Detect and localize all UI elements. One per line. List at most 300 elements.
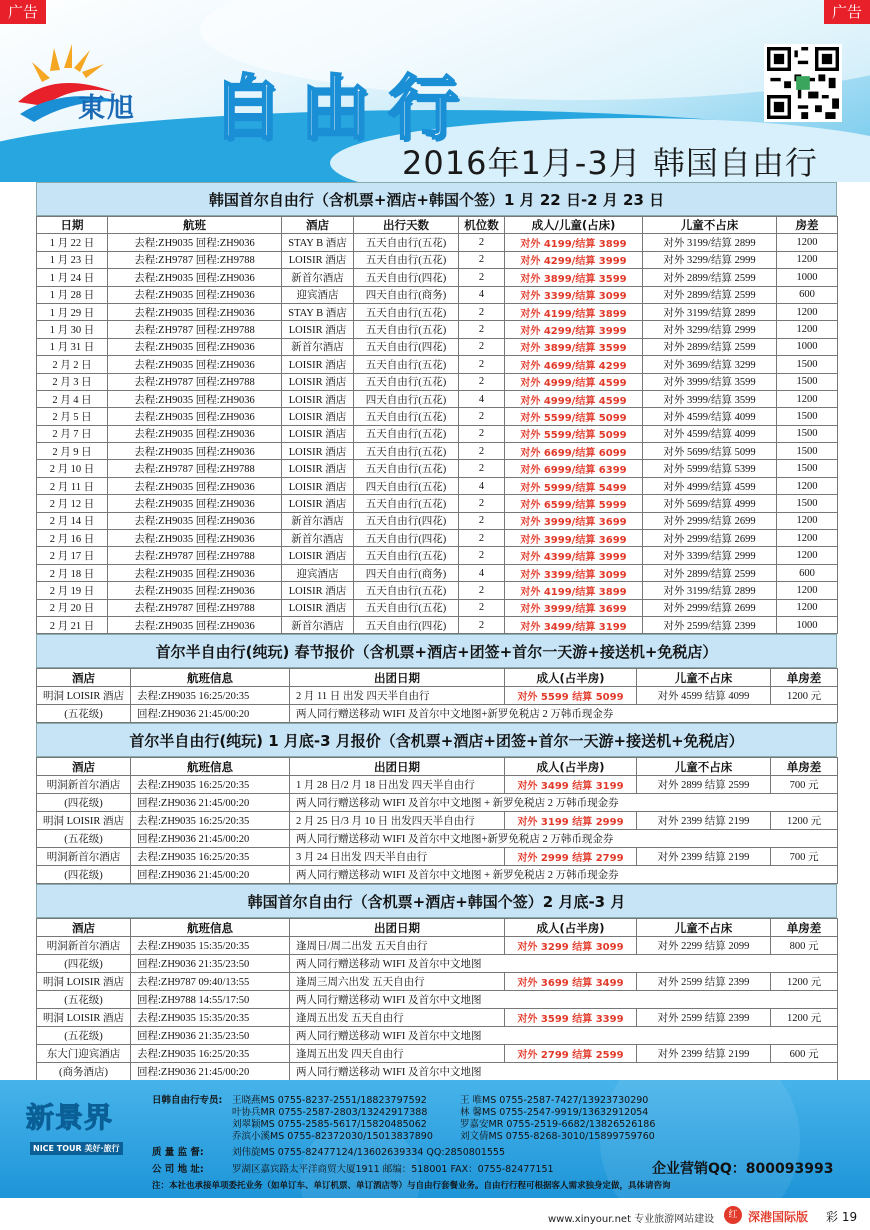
column-header: 房差 — [777, 217, 838, 234]
child-price-cell: 对外 2299 结算 2099 — [637, 937, 771, 955]
qr-code-icon — [764, 44, 842, 122]
seats-cell: 2 — [459, 251, 505, 268]
flight-cell: 去程:ZH9035 回程:ZH9036 — [108, 495, 282, 512]
adult-price-cell: 对外 5599/结算 5099 — [505, 408, 643, 425]
price-table-2 — [36, 668, 838, 723]
date-cell: 2 月 5 日 — [37, 408, 108, 425]
column-header: 机位数 — [459, 217, 505, 234]
adult-price-cell: 对外 4199/结算 3899 — [505, 234, 643, 251]
seats-cell: 2 — [459, 599, 505, 616]
column-header: 儿童不占床 — [637, 669, 771, 687]
header-banner — [0, 0, 870, 182]
table-row — [37, 794, 838, 812]
column-header: 酒店 — [282, 217, 354, 234]
adult-price-cell: 对外 2999 结算 2799 — [505, 848, 637, 866]
flight-cell: 去程:ZH9035 回程:ZH9036 — [108, 530, 282, 547]
hotel-grade-cell: (五花级) — [37, 991, 131, 1009]
hotel-grade-cell: (商务酒店) — [37, 1063, 131, 1081]
hotel-cell: LOISIR 酒店 — [282, 321, 354, 338]
column-header: 单房差 — [771, 758, 838, 776]
footer-note: 注：本社也承接单项委托业务（如单订车、单订机票、单订酒店等）与自由行套餐业务。自由行行程可根据客人需求独身定做，具体请咨询 — [152, 1181, 671, 1191]
child-price-cell: 对外 2899/结算 2599 — [643, 286, 777, 303]
contact-right: 罗嘉安MR 0755-2519-6682/13826526186 — [460, 1119, 656, 1130]
table-row — [37, 687, 838, 705]
column-header: 儿童不占床 — [637, 758, 771, 776]
adult-price-cell: 对外 3499/结算 3199 — [505, 616, 643, 633]
flight-cell: 回程:ZH9036 21:45/00:20 — [131, 705, 290, 723]
adult-price-cell: 对外 3999/结算 3699 — [505, 512, 643, 529]
single-room-cell: 1200 元 — [771, 973, 838, 991]
room-diff-cell: 1500 — [777, 460, 838, 477]
hotel-grade-cell: (四花级) — [37, 794, 131, 812]
adult-price-cell: 对外 5999/结算 5499 — [505, 477, 643, 494]
date-cell: 2 月 14 日 — [37, 512, 108, 529]
room-diff-cell: 1200 — [777, 251, 838, 268]
nice-tour-logo-tagline: NICE TOUR 美好·旅行 — [30, 1142, 123, 1155]
child-price-cell: 对外 3199/结算 2899 — [643, 234, 777, 251]
child-price-cell: 对外 2999/结算 2699 — [643, 530, 777, 547]
adult-price-cell: 对外 3899/结算 3599 — [505, 338, 643, 355]
column-header: 出团日期 — [290, 919, 505, 937]
child-price-cell: 对外 4599/结算 4099 — [643, 425, 777, 442]
date-cell: 2 月 11 日 出发 四天半自由行 — [290, 687, 505, 705]
date-cell: 1 月 24 日 — [37, 269, 108, 286]
seats-cell: 2 — [459, 443, 505, 460]
seats-cell: 2 — [459, 269, 505, 286]
hotel-cell: STAY B 酒店 — [282, 303, 354, 320]
child-price-cell: 对外 2899/结算 2599 — [643, 269, 777, 286]
hotel-cell: STAY B 酒店 — [282, 234, 354, 251]
room-diff-cell: 1500 — [777, 356, 838, 373]
edition-badge-icon: 红 — [724, 1206, 742, 1224]
single-room-cell: 1200 元 — [771, 812, 838, 830]
room-diff-cell: 1500 — [777, 425, 838, 442]
table-row — [37, 991, 838, 1009]
child-price-cell: 对外 2399 结算 2199 — [637, 812, 771, 830]
hotel-grade-cell: (五花级) — [37, 705, 131, 723]
hotel-grade-cell: (四花级) — [37, 955, 131, 973]
child-price-cell: 对外 2599 结算 2399 — [637, 973, 771, 991]
date-cell: 逢周五出发 五天自由行 — [290, 1009, 505, 1027]
duration-cell: 五天自由行(四花) — [354, 338, 459, 355]
table-row — [37, 599, 838, 616]
flight-cell: 去程:ZH9035 回程:ZH9036 — [108, 443, 282, 460]
adult-price-cell: 对外 3299 结算 3099 — [505, 937, 637, 955]
price-table-3 — [36, 757, 838, 884]
table-row — [37, 1063, 838, 1081]
table-row — [37, 530, 838, 547]
flight-cell: 回程:ZH9036 21:45/00:20 — [131, 830, 290, 848]
column-header: 出团日期 — [290, 669, 505, 687]
hotel-cell: LOISIR 酒店 — [282, 251, 354, 268]
room-diff-cell: 1000 — [777, 269, 838, 286]
child-price-cell: 对外 3999/结算 3599 — [643, 390, 777, 407]
flight-cell: 回程:ZH9036 21:45/00:20 — [131, 866, 290, 884]
date-cell: 2 月 21 日 — [37, 616, 108, 633]
date-cell: 2 月 12 日 — [37, 495, 108, 512]
child-price-cell: 对外 2399 结算 2199 — [637, 848, 771, 866]
room-diff-cell: 1200 — [777, 390, 838, 407]
flight-cell: 去程:ZH9787 回程:ZH9788 — [108, 599, 282, 616]
child-price-cell: 对外 4599/结算 4099 — [643, 408, 777, 425]
flight-cell: 去程:ZH9035 16:25/20:35 — [131, 848, 290, 866]
gift-note-cell: 两人同行赠送移动 WIFI 及首尔中文地图+新罗免税店 2 万韩币现金券 — [290, 705, 838, 723]
date-cell: 2 月 19 日 — [37, 582, 108, 599]
table-row — [37, 866, 838, 884]
date-cell: 1 月 29 日 — [37, 303, 108, 320]
table-row — [37, 356, 838, 373]
hotel-cell: LOISIR 酒店 — [282, 443, 354, 460]
date-cell: 2 月 9 日 — [37, 443, 108, 460]
date-cell: 3 月 24 日出发 四天半自由行 — [290, 848, 505, 866]
adult-price-cell: 对外 3899/结算 3599 — [505, 269, 643, 286]
flight-cell: 回程:ZH9036 21:35/23:50 — [131, 1027, 290, 1045]
room-diff-cell: 1200 — [777, 582, 838, 599]
column-header: 出行天数 — [354, 217, 459, 234]
table-row — [37, 234, 838, 251]
seats-cell: 2 — [459, 495, 505, 512]
duration-cell: 四天自由行(商务) — [354, 286, 459, 303]
date-cell: 1 月 28 日 — [37, 286, 108, 303]
website-link[interactable]: www.xinyour.net 专业旅游网站建设 — [548, 1214, 715, 1225]
adult-price-cell: 对外 3999/结算 3699 — [505, 530, 643, 547]
duration-cell: 五天自由行(四花) — [354, 512, 459, 529]
table-row — [37, 937, 838, 955]
child-price-cell: 对外 3199/结算 2899 — [643, 303, 777, 320]
date-cell: 2 月 18 日 — [37, 564, 108, 581]
date-cell: 逢周日/周二出发 五天自由行 — [290, 937, 505, 955]
adult-price-cell: 对外 2799 结算 2599 — [505, 1045, 637, 1063]
column-header: 成人(占半房) — [505, 919, 637, 937]
hotel-cell: 明洞 LOISIR 酒店 — [37, 973, 131, 991]
child-price-cell: 对外 2899/结算 2599 — [643, 564, 777, 581]
room-diff-cell: 1200 — [777, 599, 838, 616]
table-row — [37, 616, 838, 633]
room-diff-cell: 1200 — [777, 547, 838, 564]
single-room-cell: 700 元 — [771, 848, 838, 866]
child-price-cell: 对外 3199/结算 2899 — [643, 582, 777, 599]
contact-right: 王 唯MS 0755-2587-7427/13923730290 — [460, 1095, 649, 1106]
child-price-cell: 对外 5699/结算 4999 — [643, 495, 777, 512]
table-row — [37, 830, 838, 848]
hotel-cell: 明洞新首尔酒店 — [37, 776, 131, 794]
table-row — [37, 251, 838, 268]
table-row — [37, 495, 838, 512]
date-cell: 逢周五出发 四天自由行 — [290, 1045, 505, 1063]
date-cell: 2 月 16 日 — [37, 530, 108, 547]
flight-cell: 去程:ZH9035 回程:ZH9036 — [108, 564, 282, 581]
date-cell: 1 月 30 日 — [37, 321, 108, 338]
duration-cell: 五天自由行(五花) — [354, 443, 459, 460]
hotel-cell: LOISIR 酒店 — [282, 408, 354, 425]
column-header: 单房差 — [771, 669, 838, 687]
flight-cell: 去程:ZH9787 回程:ZH9788 — [108, 321, 282, 338]
seats-cell: 2 — [459, 356, 505, 373]
room-diff-cell: 600 — [777, 286, 838, 303]
flight-cell: 去程:ZH9035 15:35/20:35 — [131, 1009, 290, 1027]
duration-cell: 五天自由行(四花) — [354, 530, 459, 547]
adult-price-cell: 对外 5599 结算 5099 — [505, 687, 637, 705]
seats-cell: 2 — [459, 547, 505, 564]
adult-price-cell: 对外 4999/结算 4599 — [505, 373, 643, 390]
flight-cell: 回程:ZH9036 21:45/00:20 — [131, 794, 290, 812]
adult-price-cell: 对外 4299/结算 3999 — [505, 251, 643, 268]
hotel-cell: LOISIR 酒店 — [282, 495, 354, 512]
contact-right: 林 馨MS 0755-2547-9919/13632912054 — [460, 1107, 649, 1118]
adult-price-cell: 对外 6599/结算 5999 — [505, 495, 643, 512]
hotel-cell: LOISIR 酒店 — [282, 582, 354, 599]
single-room-cell: 600 元 — [771, 1045, 838, 1063]
hotel-cell: 东大门迎宾酒店 — [37, 1045, 131, 1063]
section-title-4: 韩国首尔自由行（含机票+酒店+韩国个签）2 月底-3 月 — [36, 884, 837, 918]
table-row — [37, 705, 838, 723]
adult-price-cell: 对外 6999/结算 6399 — [505, 460, 643, 477]
column-header: 出团日期 — [290, 758, 505, 776]
hotel-cell: 新首尔酒店 — [282, 512, 354, 529]
hotel-cell: 明洞 LOISIR 酒店 — [37, 812, 131, 830]
date-cell: 1 月 22 日 — [37, 234, 108, 251]
table-row — [37, 547, 838, 564]
flight-cell: 去程:ZH9035 回程:ZH9036 — [108, 408, 282, 425]
gift-note-cell: 两人同行赠送移动 WIFI 及首尔中文地图+新罗免税店 2 万韩币现金券 — [290, 830, 838, 848]
single-room-cell: 800 元 — [771, 937, 838, 955]
hotel-cell: LOISIR 酒店 — [282, 599, 354, 616]
seats-cell: 2 — [459, 321, 505, 338]
gift-note-cell: 两人同行赠送移动 WIFI 及首尔中文地图 — [290, 1027, 838, 1045]
column-header: 航班信息 — [131, 758, 290, 776]
section-title-2: 首尔半自由行(纯玩) 春节报价（含机票+酒店+团签+首尔一天游+接送机+免税店） — [36, 634, 837, 668]
date-cell: 1 月 31 日 — [37, 338, 108, 355]
contact-left: 王晓燕MS 0755-8237-2551/18823797592 — [232, 1095, 427, 1106]
child-price-cell: 对外 3399/结算 2999 — [643, 547, 777, 564]
seats-cell: 2 — [459, 616, 505, 633]
hotel-grade-cell: (四花级) — [37, 866, 131, 884]
hotel-cell: LOISIR 酒店 — [282, 425, 354, 442]
table-row — [37, 973, 838, 991]
contact-left: 叶协兵MR 0755-2587-2803/13242917388 — [232, 1107, 428, 1118]
table-row — [37, 512, 838, 529]
supervisor-info: 刘伟旋MS 0755-82477124/13602639334 QQ:2850801555 — [232, 1147, 506, 1158]
date-cell: 2 月 10 日 — [37, 460, 108, 477]
flight-cell: 去程:ZH9035 15:35/20:35 — [131, 937, 290, 955]
duration-cell: 五天自由行(五花) — [354, 251, 459, 268]
table-row — [37, 286, 838, 303]
hotel-cell: LOISIR 酒店 — [282, 460, 354, 477]
room-diff-cell: 1000 — [777, 338, 838, 355]
child-price-cell: 对外 2999/结算 2699 — [643, 599, 777, 616]
flight-cell: 去程:ZH9787 回程:ZH9788 — [108, 460, 282, 477]
duration-cell: 四天自由行(商务) — [354, 564, 459, 581]
duration-cell: 五天自由行(五花) — [354, 495, 459, 512]
seats-cell: 2 — [459, 303, 505, 320]
child-price-cell: 对外 2899 结算 2599 — [637, 776, 771, 794]
hotel-grade-cell: (五花级) — [37, 830, 131, 848]
adult-price-cell: 对外 5599/结算 5099 — [505, 425, 643, 442]
table-row — [37, 776, 838, 794]
hotel-cell: LOISIR 酒店 — [282, 390, 354, 407]
table-row — [37, 408, 838, 425]
seats-cell: 4 — [459, 286, 505, 303]
adult-price-cell: 对外 3499 结算 3199 — [505, 776, 637, 794]
flight-cell: 去程:ZH9035 回程:ZH9036 — [108, 390, 282, 407]
flight-cell: 去程:ZH9787 回程:ZH9788 — [108, 251, 282, 268]
seats-cell: 2 — [459, 460, 505, 477]
table-row — [37, 564, 838, 581]
duration-cell: 五天自由行(五花) — [354, 373, 459, 390]
date-cell: 2 月 20 日 — [37, 599, 108, 616]
table-row — [37, 303, 838, 320]
flight-cell: 回程:ZH9788 14:55/17:50 — [131, 991, 290, 1009]
duration-cell: 五天自由行(五花) — [354, 303, 459, 320]
seats-cell: 2 — [459, 408, 505, 425]
gift-note-cell: 两人同行赠送移动 WIFI 及首尔中文地图 — [290, 991, 838, 1009]
flight-cell: 回程:ZH9036 21:35/23:50 — [131, 955, 290, 973]
column-header: 儿童不占床 — [643, 217, 777, 234]
seats-cell: 2 — [459, 373, 505, 390]
flight-cell: 去程:ZH9035 回程:ZH9036 — [108, 356, 282, 373]
gift-note-cell: 两人同行赠送移动 WIFI 及首尔中文地图 + 新罗免税店 2 万韩币现金券 — [290, 794, 838, 812]
room-diff-cell: 1200 — [777, 530, 838, 547]
child-price-cell: 对外 3299/结算 2999 — [643, 251, 777, 268]
duration-cell: 五天自由行(五花) — [354, 408, 459, 425]
hotel-cell: 迎宾酒店 — [282, 564, 354, 581]
child-price-cell: 对外 5699/结算 5099 — [643, 443, 777, 460]
table-row — [37, 269, 838, 286]
hotel-cell: 新首尔酒店 — [282, 530, 354, 547]
contact-left: 刘翠颖MS 0755-2585-5617/15820485062 — [232, 1119, 427, 1130]
page-title: 自由行 — [212, 66, 476, 149]
table-row — [37, 955, 838, 973]
hotel-cell: 新首尔酒店 — [282, 616, 354, 633]
brand-logo-text: 東旭 — [78, 93, 136, 124]
adult-price-cell: 对外 4199/结算 3899 — [505, 303, 643, 320]
duration-cell: 四天自由行(五花) — [354, 390, 459, 407]
child-price-cell: 对外 5999/结算 5399 — [643, 460, 777, 477]
child-price-cell: 对外 4599 结算 4099 — [637, 687, 771, 705]
table-row — [37, 812, 838, 830]
hotel-cell: 新首尔酒店 — [282, 338, 354, 355]
price-table-1 — [36, 216, 838, 634]
duration-cell: 五天自由行(五花) — [354, 582, 459, 599]
date-cell: 2 月 4 日 — [37, 390, 108, 407]
section-title-3: 首尔半自由行(纯玩) 1 月底-3 月报价（含机票+酒店+团签+首尔一天游+接送机+免税店） — [36, 723, 837, 757]
flight-cell: 去程:ZH9035 回程:ZH9036 — [108, 477, 282, 494]
room-diff-cell: 1200 — [777, 512, 838, 529]
seats-cell: 4 — [459, 477, 505, 494]
flight-cell: 去程:ZH9035 16:25/20:35 — [131, 1045, 290, 1063]
duration-cell: 五天自由行(五花) — [354, 321, 459, 338]
page-subtitle: 2016年1月-3月 韩国自由行 — [402, 144, 818, 182]
adult-price-cell: 对外 4999/结算 4599 — [505, 390, 643, 407]
column-header: 酒店 — [37, 919, 131, 937]
table-row — [37, 373, 838, 390]
room-diff-cell: 1000 — [777, 616, 838, 633]
footer-contacts — [0, 1080, 870, 1198]
contact-left: 乔滨小溪MS 0755-82372030/15013837890 — [232, 1131, 433, 1142]
duration-cell: 四天自由行(五花) — [354, 477, 459, 494]
hotel-cell: 明洞 LOISIR 酒店 — [37, 1009, 131, 1027]
date-cell: 2 月 17 日 — [37, 547, 108, 564]
table-row — [37, 443, 838, 460]
single-room-cell: 1200 元 — [771, 1009, 838, 1027]
flight-cell: 去程:ZH9035 回程:ZH9036 — [108, 425, 282, 442]
seats-cell: 2 — [459, 530, 505, 547]
adult-price-cell: 对外 3399/结算 3099 — [505, 564, 643, 581]
gift-note-cell: 两人同行赠送移动 WIFI 及首尔中文地图 + 新罗免税店 2 万韩币现金券 — [290, 866, 838, 884]
room-diff-cell: 1200 — [777, 321, 838, 338]
flight-cell: 去程:ZH9035 16:25/20:35 — [131, 687, 290, 705]
seats-cell: 2 — [459, 425, 505, 442]
duration-cell: 五天自由行(五花) — [354, 356, 459, 373]
table-row — [37, 477, 838, 494]
hotel-cell: 迎宾酒店 — [282, 286, 354, 303]
duration-cell: 五天自由行(五花) — [354, 425, 459, 442]
adult-price-cell: 对外 4299/结算 3999 — [505, 321, 643, 338]
adult-price-cell: 对外 6699/结算 6099 — [505, 443, 643, 460]
column-header: 单房差 — [771, 919, 838, 937]
column-header: 成人(占半房) — [505, 758, 637, 776]
date-cell: 逢周三周六出发 五天自由行 — [290, 973, 505, 991]
adult-price-cell: 对外 4199/结算 3899 — [505, 582, 643, 599]
flight-cell: 去程:ZH9035 回程:ZH9036 — [108, 616, 282, 633]
gift-note-cell: 两人同行赠送移动 WIFI 及首尔中文地图 — [290, 955, 838, 973]
flight-cell: 去程:ZH9035 回程:ZH9036 — [108, 234, 282, 251]
table-row — [37, 1009, 838, 1027]
room-diff-cell: 1200 — [777, 234, 838, 251]
child-price-cell: 对外 3699/结算 3299 — [643, 356, 777, 373]
page-number: 彩 19 — [826, 1210, 858, 1224]
column-header: 航班信息 — [131, 919, 290, 937]
adult-price-cell: 对外 3999/结算 3699 — [505, 599, 643, 616]
hotel-cell: LOISIR 酒店 — [282, 477, 354, 494]
supervisor-label: 质 量 监 督: — [152, 1147, 204, 1158]
edition-name: 深港国际版 — [748, 1210, 809, 1224]
adult-price-cell: 对外 3199 结算 2999 — [505, 812, 637, 830]
date-cell: 1 月 23 日 — [37, 251, 108, 268]
child-price-cell: 对外 2599/结算 2399 — [643, 616, 777, 633]
hotel-cell: LOISIR 酒店 — [282, 373, 354, 390]
child-price-cell: 对外 2999/结算 2699 — [643, 512, 777, 529]
seats-cell: 2 — [459, 234, 505, 251]
contact-right: 刘文倩MS 0755-8268-3010/15899759760 — [460, 1131, 655, 1142]
adult-price-cell: 对外 3399/结算 3099 — [505, 286, 643, 303]
date-cell: 2 月 2 日 — [37, 356, 108, 373]
specialist-label: 日韩自由行专员: — [152, 1095, 223, 1106]
column-header: 酒店 — [37, 669, 131, 687]
table-row — [37, 582, 838, 599]
adult-price-cell: 对外 4399/结算 3999 — [505, 547, 643, 564]
duration-cell: 五天自由行(四花) — [354, 616, 459, 633]
hotel-cell: LOISIR 酒店 — [282, 356, 354, 373]
room-diff-cell: 1200 — [777, 477, 838, 494]
flight-cell: 去程:ZH9035 回程:ZH9036 — [108, 582, 282, 599]
child-price-cell: 对外 3999/结算 3599 — [643, 373, 777, 390]
hotel-cell: 明洞新首尔酒店 — [37, 937, 131, 955]
ad-label-right: 广告 — [824, 0, 870, 24]
table-row — [37, 338, 838, 355]
adult-price-cell: 对外 4699/结算 4299 — [505, 356, 643, 373]
table-row — [37, 425, 838, 442]
room-diff-cell: 1500 — [777, 495, 838, 512]
seats-cell: 2 — [459, 338, 505, 355]
flight-cell: 回程:ZH9036 21:45/00:20 — [131, 1063, 290, 1081]
qq-hotline: 企业营销QQ：800093993 — [652, 1161, 834, 1177]
child-price-cell: 对外 2599 结算 2399 — [637, 1009, 771, 1027]
flight-cell: 去程:ZH9035 回程:ZH9036 — [108, 338, 282, 355]
seats-cell: 2 — [459, 582, 505, 599]
adult-price-cell: 对外 3599 结算 3399 — [505, 1009, 637, 1027]
duration-cell: 五天自由行(五花) — [354, 599, 459, 616]
